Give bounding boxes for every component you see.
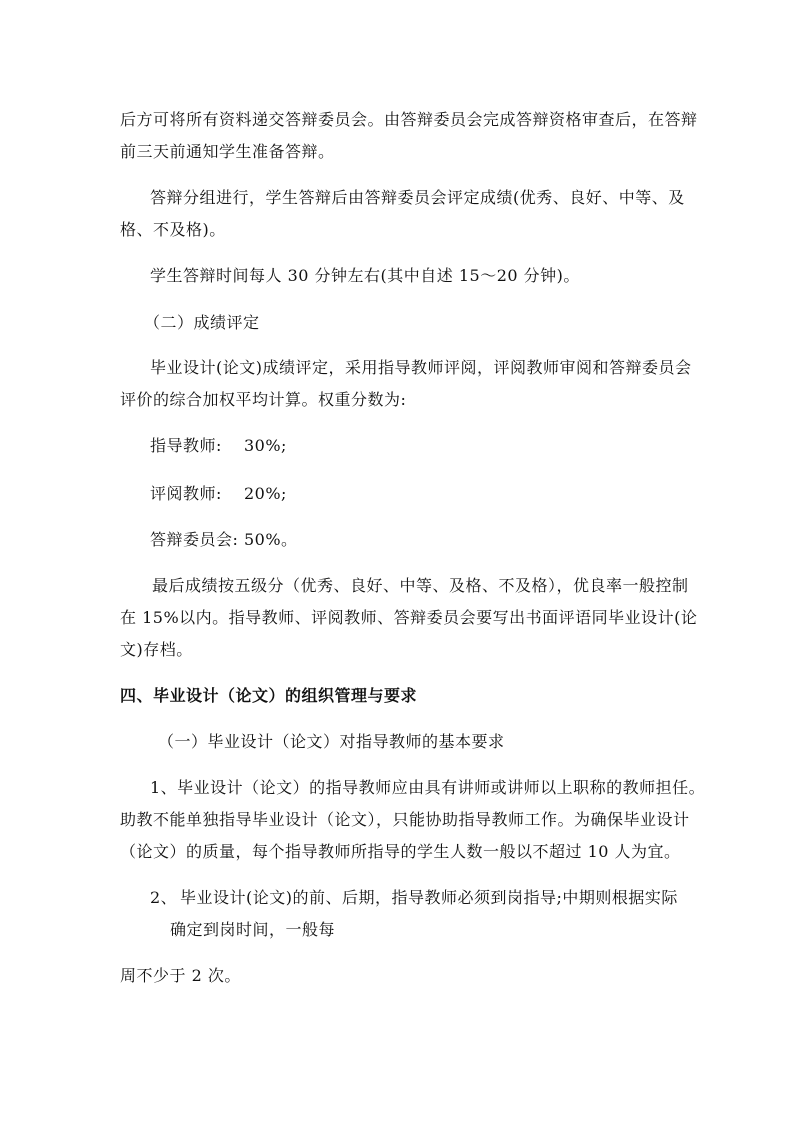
paragraph-line: 前三天前通知学生准备答辩。 [120, 142, 335, 161]
list-item-line: 毕业设计(论文)的前、后期，指导教师必须到岗指导;中期则根据实际 [180, 888, 678, 907]
weight-reviewer: 评阅教师: 20%; [150, 484, 287, 503]
paragraph-line: 文)存档。 [120, 640, 193, 659]
weight-advisor: 指导教师: 30%; [150, 436, 287, 455]
list-item-number: 2、 [150, 888, 178, 907]
weight-committee: 答辩委员会: 50%。 [150, 530, 298, 549]
paragraph-line: 后方可将所有资料递交答辩委员会。由答辩委员会完成答辩资格审查后，在答辩 [120, 110, 698, 129]
subheading-grading: （二）成绩评定 [144, 313, 260, 332]
paragraph-line: 格、不及格)。 [120, 220, 226, 239]
list-item-line: 助教不能单独指导毕业设计（论文），只能协助指导教师工作。为确保毕业设计 [120, 810, 690, 829]
paragraph-line: 在 15%以内。指导教师、评阅教师、答辩委员会要写出书面评语同毕业设计(论 [120, 608, 698, 627]
list-item-line: 确定到岗时间，一般每 [170, 920, 336, 939]
paragraph-line: 评价的综合加权平均计算。权重分数为: [120, 390, 407, 409]
paragraph-line: 毕业设计(论文)成绩评定，采用指导教师评阅，评阅教师审阅和答辩委员会 [150, 358, 692, 377]
list-item-line: 1、毕业设计（论文）的指导教师应由具有讲师或讲师以上职称的教师担任。 [150, 778, 706, 797]
paragraph-line: 学生答辩时间每人 30 分钟左右(其中自述 15～20 分钟)。 [150, 266, 580, 285]
paragraph-line: 最后成绩按五级分（优秀、良好、中等、及格、不及格），优良率一般控制 [152, 576, 689, 595]
subheading-advisor-requirements: （一）毕业设计（论文）对指导教师的基本要求 [158, 732, 505, 751]
list-item-line: （论文）的质量，每个指导教师所指导的学生人数一般以不超过 10 人为宜。 [120, 842, 681, 861]
section-heading: 四、毕业设计（论文）的组织管理与要求 [120, 686, 418, 705]
list-item-line: 周不少于 2 次。 [120, 966, 241, 985]
paragraph-line: 答辩分组进行，学生答辩后由答辩委员会评定成绩(优秀、良好、中等、及 [150, 188, 685, 207]
